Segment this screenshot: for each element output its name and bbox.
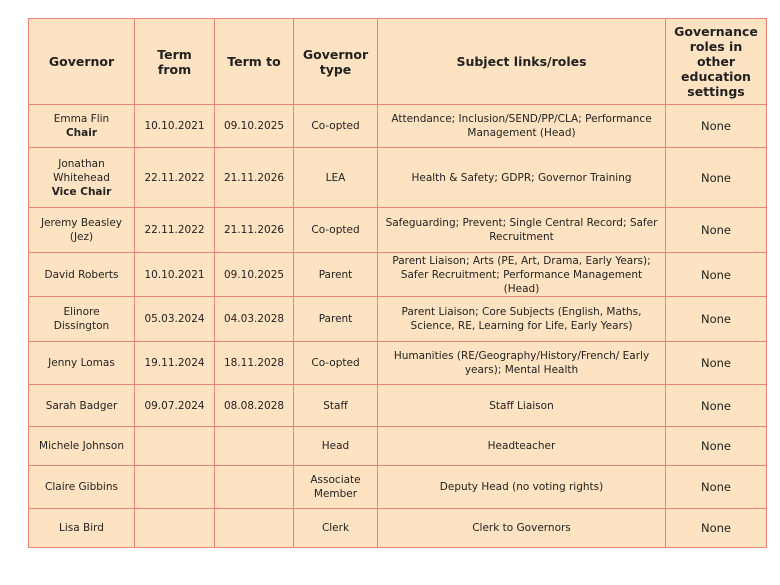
governor-cell [29,342,135,385]
governor-name: David Roberts [44,268,119,281]
other-roles-cell: None [666,466,767,509]
subject-links-cell: Parent Liaison; Core Subjects (English, Maths, Science, RE, Learning for Life, Early Years) [378,297,666,342]
governor-cell [29,253,135,297]
governor-name: Michele Johnson [39,440,124,452]
governor-name: Lisa Bird [59,522,104,534]
term-from-cell: 10.10.2021 [135,105,215,148]
governor-name: Jonathan Whitehead [53,157,110,184]
other-roles-cell: None [666,148,767,208]
term-from-cell [135,466,215,509]
header-term-to: Term to [215,19,294,105]
governor-type-cell: Co-opted [294,208,378,253]
subject-links-cell: Parent Liaison; Arts (PE, Art, Drama, Early Years); Safer Recruitment; Performance Management (Head) [378,253,666,297]
term-from-cell: 05.03.2024 [135,297,215,342]
term-to-cell [215,427,294,466]
subject-links-cell: Clerk to Governors [378,509,666,548]
term-to-cell: 04.03.2028 [215,297,294,342]
governor-type-cell: Associate Member [294,466,378,509]
subject-links-cell: Staff Liaison [378,385,666,427]
governor-cell [29,297,135,342]
governor-type-cell: Head [294,427,378,466]
other-roles-cell: None [666,342,767,385]
governor-type-cell: Clerk [294,509,378,548]
header-governor: Governor [29,19,135,105]
header-other-roles: Governance roles in other education settings [666,19,767,105]
term-to-cell: 09.10.2025 [215,253,294,297]
term-from-cell: 22.11.2022 [135,208,215,253]
governor-name: Claire Gibbins [45,481,118,493]
governor-type-cell: Parent [294,253,378,297]
term-to-cell: 21.11.2026 [215,148,294,208]
subject-links-cell: Safeguarding; Prevent; Single Central Record; Safer Recruitment [378,208,666,253]
subject-links-cell: Headteacher [378,427,666,466]
other-roles-cell: None [666,509,767,548]
term-from-cell: 10.10.2021 [135,253,215,297]
term-to-cell [215,466,294,509]
governor-cell [29,148,135,208]
governor-cell [29,509,135,548]
header-governor-type: Governor type [294,19,378,105]
table-row [29,427,767,466]
governor-name: Sarah Badger [45,399,118,412]
term-from-cell: 22.11.2022 [135,148,215,208]
table-row [29,385,767,427]
header-term-from: Term from [135,19,215,105]
governor-cell [29,105,135,148]
subject-links-cell: Deputy Head (no voting rights) [378,466,666,509]
subject-links-cell: Attendance; Inclusion/SEND/PP/CLA; Performance Management (Head) [378,105,666,148]
governor-cell [29,466,135,509]
term-to-cell: 09.10.2025 [215,105,294,148]
governor-name: Elinore Dissington [53,306,110,332]
other-roles-cell: None [666,208,767,253]
term-from-cell [135,427,215,466]
governor-type-cell: Staff [294,385,378,427]
governors-table [28,18,767,548]
table-row [29,148,767,208]
governor-name: Emma Flin [53,113,110,125]
other-roles-cell: None [666,385,767,427]
term-to-cell [215,509,294,548]
other-roles-cell: None [666,297,767,342]
term-to-cell: 21.11.2026 [215,208,294,253]
other-roles-cell: None [666,427,767,466]
other-roles-cell: None [666,253,767,297]
term-to-cell: 18.11.2028 [215,342,294,385]
governor-type-cell: Co-opted [294,342,378,385]
header-row [29,19,767,105]
table-row [29,105,767,148]
governor-type-cell: Parent [294,297,378,342]
governor-name: Jeremy Beasley (Jez) [40,217,123,243]
subject-links-cell: Humanities (RE/Geography/History/French/ Early years); Mental Health [378,342,666,385]
header-subject-links: Subject links/roles [378,19,666,105]
term-from-cell: 09.07.2024 [135,385,215,427]
governor-cell [29,208,135,253]
table-row [29,208,767,253]
table-row [29,509,767,548]
subject-links-cell: Health & Safety; GDPR; Governor Training [378,148,666,208]
table-row [29,342,767,385]
table-row [29,253,767,297]
governor-cell [29,385,135,427]
term-to-cell: 08.08.2028 [215,385,294,427]
other-roles-cell: None [666,105,767,148]
governor-type-cell: LEA [294,148,378,208]
governor-cell [29,427,135,466]
term-from-cell: 19.11.2024 [135,342,215,385]
term-from-cell [135,509,215,548]
table-row [29,297,767,342]
governor-type-cell: Co-opted [294,105,378,148]
table-row [29,466,767,509]
governor-name: Jenny Lomas [48,357,115,369]
governor-role: Chair [65,127,98,139]
governor-role: Vice Chair [51,185,112,198]
